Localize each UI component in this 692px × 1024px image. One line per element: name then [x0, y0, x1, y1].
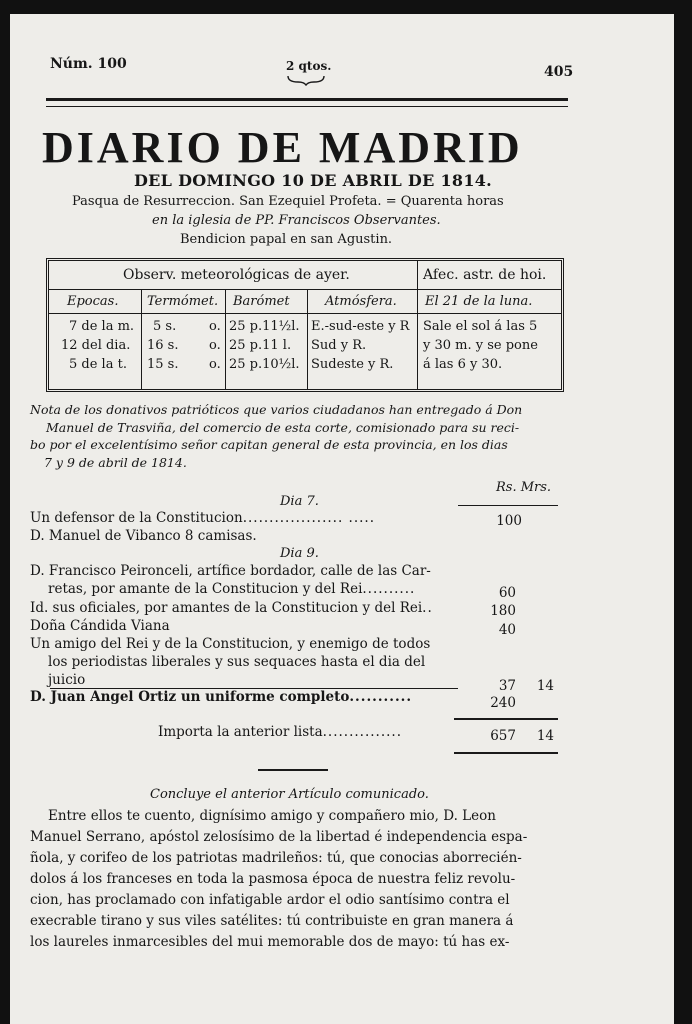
- donation-entry: D. Juan Angel Ortiz un uniforme completo...........: [30, 689, 413, 705]
- donation-rs: 100: [496, 513, 522, 529]
- donation-entry: Id. sus oficiales, por amantes de la Constitucion y del Rei..: [30, 600, 433, 616]
- header-rule: [46, 98, 568, 101]
- donation-entry: Un defensor de la Constitucion................... .....: [30, 510, 375, 526]
- astro-line-3: á las 6 y 30.: [423, 357, 503, 372]
- section-divider: [258, 769, 328, 771]
- article-line: Manuel Serrano, apóstol zelosísimo de la libertad é independencia espa-: [30, 829, 528, 845]
- header-rule-thin: [46, 106, 568, 107]
- article-line: los laureles inmarcesibles del mui memorable dos de mayo: tú has ex-: [30, 934, 510, 950]
- article-line: execrable tirano y sus viles satélites: tú contribuiste en gran manera á: [30, 913, 514, 929]
- total-label: Importa la anterior lista...............: [158, 724, 402, 740]
- row3-atm: Sudeste y R.: [311, 357, 394, 372]
- article-line: dolos á los franceses en toda la pasmosa época de nuestra feliz revolu-: [30, 871, 516, 887]
- saints-line-3: Bendicion papal en san Agustin.: [180, 232, 393, 247]
- intro-line-1: Nota de los donativos patrióticos que varios ciudadanos han entregado á Don: [30, 402, 523, 417]
- intro-line-3: bo por el excelentísimo señor capitan general de esta provincia, en los dias: [30, 437, 508, 452]
- astro-heading: Afec. astr. de hoi.: [423, 267, 547, 283]
- currency-header: Rs. Mrs.: [496, 480, 552, 495]
- donation-entry: juicio: [48, 672, 86, 688]
- day-9-heading: Dia 9.: [280, 546, 319, 561]
- row1-term: 5 s.: [153, 319, 177, 334]
- donation-rs: 40: [498, 622, 516, 638]
- saints-line-1: Pasqua de Resurreccion. San Ezequiel Profeta. = Quarenta horas: [72, 194, 504, 209]
- page-number: 405: [544, 64, 574, 80]
- article-line: ñola, y corifeo de los patriotas madrileños: tú, que conocias aborrecién-: [30, 850, 522, 866]
- col-termometro: Termómet.: [147, 294, 219, 309]
- donation-entry: D. Francisco Peironceli, artífice bordador, calle de las Car-: [30, 563, 431, 579]
- donations-intro: [30, 401, 560, 471]
- donation-rs: 60: [498, 585, 516, 601]
- col-epocas: Epocas.: [67, 294, 119, 309]
- brace-ornament: [286, 74, 326, 86]
- weather-heading: Observ. meteorológicas de ayer.: [123, 267, 350, 283]
- intro-line-4: 7 y 9 de abril de 1814.: [44, 454, 187, 470]
- intro-line-2: Manuel de Trasviña, del comercio de esta corte, comisionado para su reci-: [46, 419, 520, 435]
- row3-term0: o.: [209, 357, 221, 372]
- donation-rs: 180: [490, 603, 516, 619]
- astro-line-1: Sale el sol á las 5: [423, 319, 538, 334]
- row2-baro: 25 p.11 l.: [229, 338, 292, 353]
- astro-line-2: y 30 m. y se pone: [423, 338, 538, 353]
- donation-rs: 37: [498, 678, 516, 694]
- article-line: cion, has proclamado con infatigable ardor el odio santísimo contra el: [30, 892, 510, 908]
- day-7-heading: Dia 7.: [280, 494, 319, 509]
- row1-epoca: 7 de la m.: [69, 319, 135, 334]
- issue-number: Núm. 100: [50, 56, 127, 72]
- col-atmosfera: Atmósfera.: [325, 294, 397, 309]
- row3-baro: 25 p.10½l.: [229, 357, 300, 372]
- row2-epoca: 12 del dia.: [61, 338, 131, 353]
- donation-entry: D. Manuel de Vibanco 8 camisas.: [30, 528, 257, 544]
- col-luna: El 21 de la luna.: [425, 294, 533, 309]
- total-rs: 657: [490, 728, 516, 744]
- total-mrs: 14: [536, 728, 554, 744]
- row2-term: 16 s.: [147, 338, 179, 353]
- row2-term0: o.: [209, 338, 221, 353]
- row3-term: 15 s.: [147, 357, 179, 372]
- weather-table: [46, 258, 564, 392]
- col-barometro: Barómet: [233, 294, 290, 309]
- row3-epoca: 5 de la t.: [69, 357, 127, 372]
- newspaper-title: DIARIO DE MADRID: [42, 123, 523, 172]
- donation-rs: 240: [490, 695, 516, 711]
- article-body: [30, 806, 558, 953]
- row1-baro: 25 p.11½l.: [229, 319, 300, 334]
- saints-line-2: en la iglesia de PP. Franciscos Observantes.: [152, 213, 441, 228]
- row1-atm: E.-sud-este y R: [311, 319, 410, 334]
- donation-entry: los periodistas liberales y sus sequaces hasta el dia del: [48, 654, 426, 670]
- article-heading: Concluye el anterior Artículo comunicado.: [150, 787, 429, 802]
- article-line: Entre ellos te cuento, dignísimo amigo y compañero mio, D. Leon: [48, 808, 496, 824]
- row2-atm: Sud y R.: [311, 338, 367, 353]
- newspaper-page: [10, 14, 674, 1024]
- issue-date: DEL DOMINGO 10 DE ABRIL DE 1814.: [134, 171, 493, 190]
- row1-term0: o.: [209, 319, 221, 334]
- donation-mrs: 14: [536, 678, 554, 694]
- quarters-price: 2 qtos.: [286, 59, 332, 73]
- donation-entry: Doña Cándida Viana: [30, 618, 170, 634]
- donation-entry: Un amigo del Rei y de la Constitucion, y enemigo de todos: [30, 636, 431, 652]
- donation-entry: retas, por amante de la Constitucion y del Rei..........: [48, 581, 416, 597]
